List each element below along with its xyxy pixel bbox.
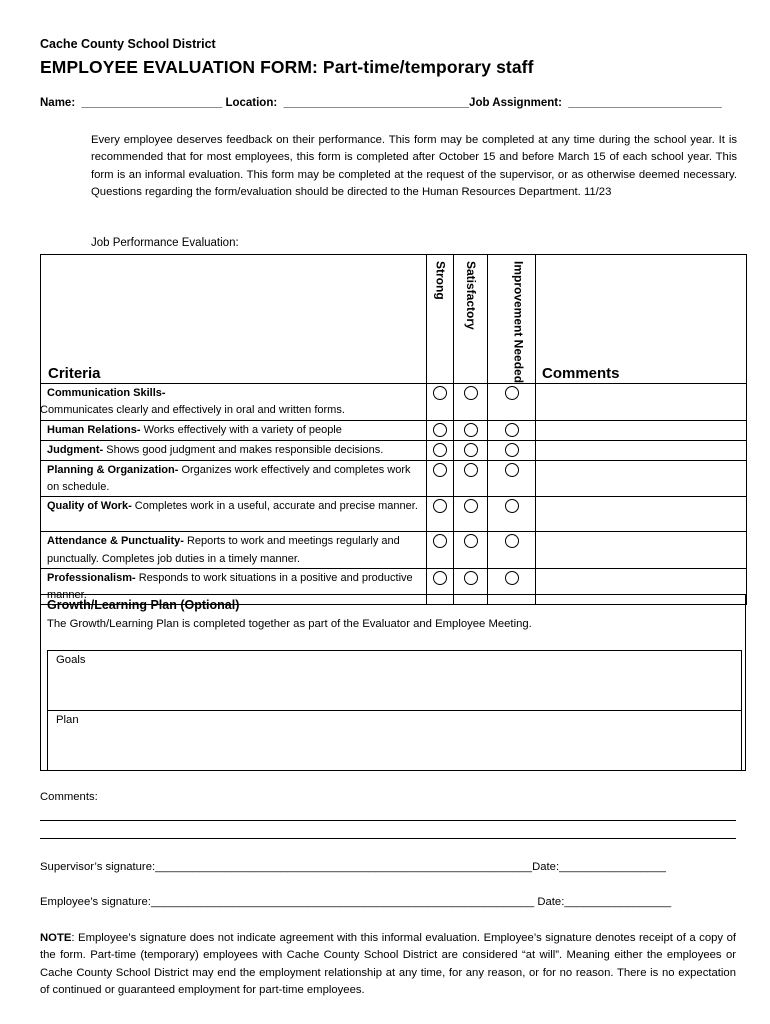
improvement-option-cell [488,532,536,569]
note-text: : Employee’s signature does not indicate agreement with this informal evaluation. Employee’s signature denotes receipt of a copy of the form. Part-time (temporary) employees with Cache County School District are considered “at will”. Meaning either the employees or Cache County School District may end the employment relationship at any time, for any reason, or for no reason. There is no expectation of continued or guaranteed employment for part-time employees. [40,932,736,997]
goals-label: Goals [56,654,86,666]
criteria-row [41,497,747,532]
improvement-option-cell [488,497,536,532]
criteria-description: Organizes work effectively and completes work on schedule. [47,463,411,493]
criteria-row [41,440,747,460]
improvement-option-cell [488,420,536,440]
note-paragraph [40,930,736,1000]
criteria-cell [41,440,427,460]
strong-option-cell [427,460,454,497]
employee-signature-line[interactable]: Employee’s signature:_____________________________________________________________ Date:_________________ [40,896,672,908]
criteria-cell [41,384,427,421]
criteria-cell [41,420,427,440]
criteria-name: Quality of Work- [47,500,132,513]
satisfactory-header: Satisfactory [454,255,488,384]
strong-option-cell [427,440,454,460]
strong-radio[interactable] [433,386,447,400]
comments-header: Comments [536,255,747,384]
criteria-description: Shows good judgment and makes responsible decisions. [103,443,384,456]
criteria-description: Reports to work and meetings regularly and punctually. Completes job duties in a timely manner. [47,535,400,565]
growth-plan-title: Growth/Learning Plan (Optional) [47,598,240,612]
criteria-name: Professionalism- [47,571,136,584]
criteria-row [41,532,747,569]
criteria-cell [41,532,427,569]
district-name: Cache County School District [40,37,216,51]
note-label: NOTE [40,932,72,944]
improvement-option-cell [488,460,536,497]
satisfactory-radio[interactable] [464,463,478,477]
row-comment-cell[interactable] [536,420,747,440]
criteria-description: Completes work in a useful, accurate and precise manner. [131,500,418,513]
comments-label: Comments: [40,791,98,803]
strong-option-cell [427,532,454,569]
strong-radio[interactable] [433,534,447,548]
row-comment-cell[interactable] [536,460,747,497]
strong-option-cell [427,420,454,440]
form-title: EMPLOYEE EVALUATION FORM: Part-time/temporary staff [40,57,534,77]
improvement-header: Improvement Needed [488,255,536,384]
criteria-cell [41,497,427,532]
improvement-option-cell [488,384,536,421]
criteria-description: Responds to work situations in a positive and productive manner. [47,571,413,602]
improvement-radio[interactable] [505,463,519,477]
strong-header: Strong [427,255,454,384]
employee-info-fields[interactable]: Name: ______________________ Location: _____________________________Job Assignment: ________________________ [40,97,722,109]
evaluation-heading: Job Performance Evaluation: [91,237,239,249]
supervisor-signature-line[interactable]: Supervisor’s signature:____________________________________________________________Date:_________________ [40,861,666,873]
strong-radio[interactable] [433,571,447,585]
improvement-radio[interactable] [505,499,519,513]
satisfactory-option-cell [454,420,488,440]
plan-field[interactable] [47,710,742,771]
strong-radio[interactable] [433,423,447,437]
growth-plan-description: The Growth/Learning Plan is completed together as part of the Evaluator and Employee Meeting. [47,618,532,630]
criteria-row [41,460,747,497]
criteria-name: Communication Skills- [47,387,166,400]
improvement-radio[interactable] [505,534,519,548]
criteria-name: Attendance & Punctuality- [47,535,184,548]
comments-line-2[interactable] [40,838,736,839]
plan-label: Plan [56,714,79,726]
intro-paragraph: Every employee deserves feedback on their performance. This form may be completed at any time during the school year. It is recommended that for most employees, this form is completed after October 15 and before March 15 of each school year. This form is an informal evaluation. This form may be completed at the request of the supervisor, or as otherwise deemed necessary. Questions regarding the form/evaluation should be directed to the Human Resources Department. 11/23 [91,134,737,199]
criteria-row [41,384,747,421]
criteria-header: Criteria [41,255,427,384]
satisfactory-option-cell [454,384,488,421]
criteria-name: Judgment- [47,443,104,456]
improvement-radio[interactable] [505,443,519,457]
satisfactory-radio[interactable] [464,386,478,400]
criteria-name: Planning & Organization- [47,463,179,476]
strong-radio[interactable] [433,443,447,457]
strong-radio[interactable] [433,463,447,477]
satisfactory-option-cell [454,440,488,460]
improvement-radio[interactable] [505,386,519,400]
criteria-cell [41,460,427,497]
strong-radio[interactable] [433,499,447,513]
criteria-name: Human Relations- [47,423,141,436]
satisfactory-radio[interactable] [464,571,478,585]
evaluation-table [40,254,747,605]
improvement-option-cell [488,440,536,460]
row-comment-cell[interactable] [536,497,747,532]
improvement-radio[interactable] [505,423,519,437]
goals-field[interactable] [47,650,742,711]
criteria-row [41,420,747,440]
row-comment-cell[interactable] [536,384,747,421]
strong-option-cell [427,384,454,421]
improvement-radio[interactable] [505,571,519,585]
satisfactory-radio[interactable] [464,423,478,437]
row-comment-cell[interactable] [536,532,747,569]
criteria-description: Works effectively with a variety of people [140,423,342,436]
row-comment-cell[interactable] [536,440,747,460]
satisfactory-radio[interactable] [464,443,478,457]
strong-option-cell [427,497,454,532]
satisfactory-radio[interactable] [464,534,478,548]
criteria-description: Communicates clearly and effectively in oral and written forms. [40,404,345,417]
satisfactory-radio[interactable] [464,499,478,513]
satisfactory-option-cell [454,497,488,532]
satisfactory-option-cell [454,532,488,569]
comments-line-1[interactable] [40,820,736,821]
satisfactory-option-cell [454,460,488,497]
